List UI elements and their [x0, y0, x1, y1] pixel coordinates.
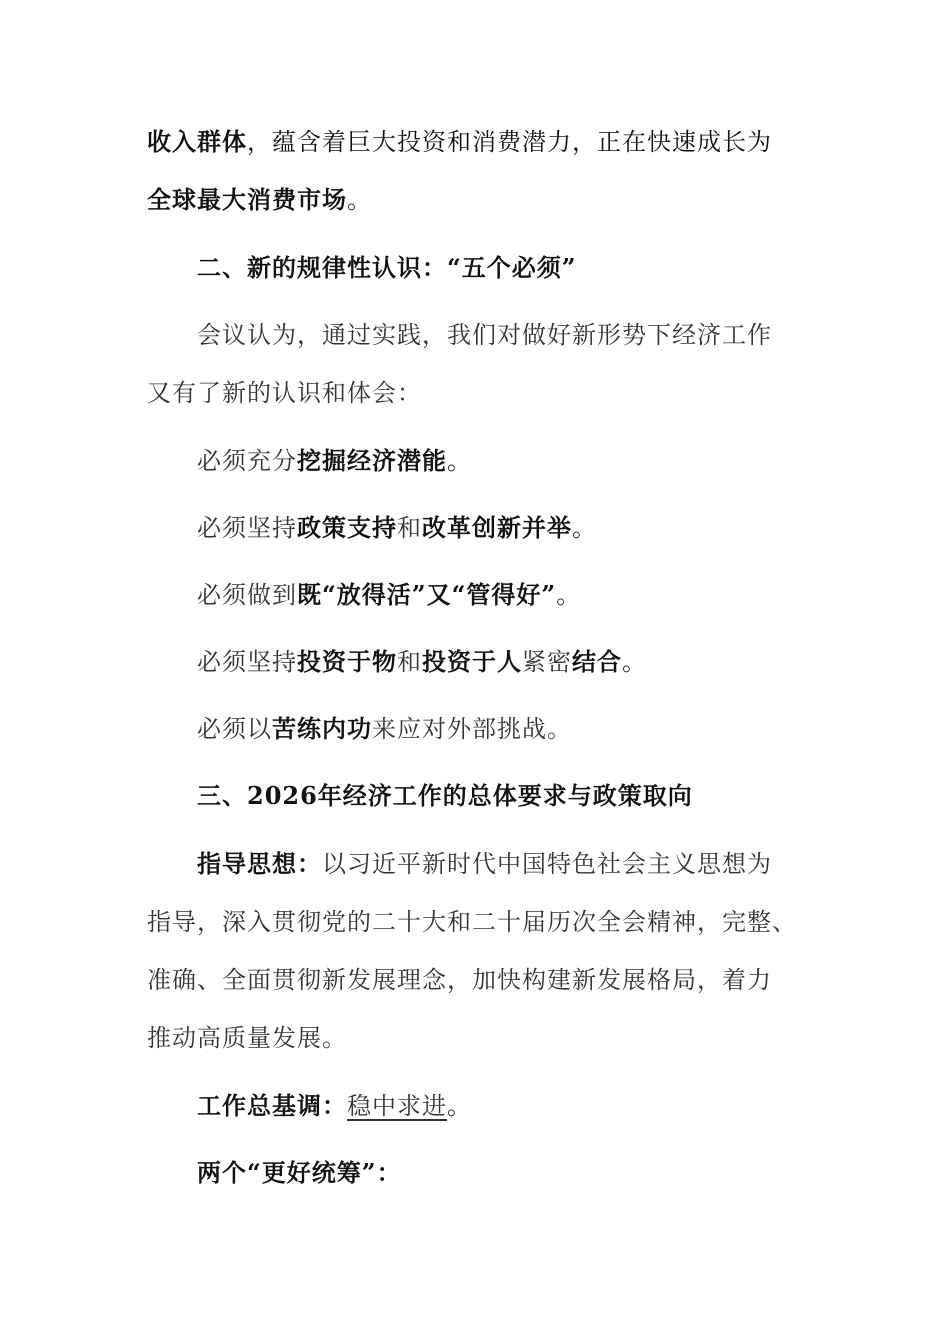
bold-phrase: 挖掘经济潜能 [297, 446, 447, 475]
bold-phrase: 改革创新并举 [422, 513, 572, 542]
bold-phrase: 苦练内功 [272, 714, 372, 743]
text-run: 和 [397, 514, 422, 542]
paragraph-continuation-line-2 [147, 184, 372, 216]
section-2-intro-line-2: 又有了新的认识和体会： [147, 379, 422, 407]
guiding-thought-line-4: 推动高质量发展。 [147, 1024, 347, 1052]
guiding-thought-line-3: 准确、全面贯彻新发展理念，加快构建新发展格局，着力 [147, 966, 772, 994]
keynote-line [197, 1090, 472, 1122]
paragraph-continuation-line-1 [147, 126, 772, 158]
keynote-label: 工作总基调： [197, 1091, 347, 1120]
text-run: 必须做到 [197, 581, 297, 609]
bold-phrase: 收入群体 [147, 127, 247, 156]
must-item-2 [197, 512, 597, 544]
must-item-1 [197, 445, 472, 477]
bold-phrase: 全球最大消费市场 [147, 185, 347, 214]
guiding-thought-line-2: 指导，深入贯彻党的二十大和二十届历次全会精神，完整、 [147, 908, 797, 936]
section-2-heading: 二、新的规律性认识：“五个必须” [197, 253, 577, 282]
text-run: 。 [447, 1092, 472, 1120]
bold-phrase: 结合 [572, 647, 622, 676]
text-run: 来应对外部挑战。 [372, 715, 572, 743]
text-run: 必须以 [197, 715, 272, 743]
must-item-3 [197, 579, 581, 611]
must-item-4 [197, 646, 647, 678]
text-run: 必须坚持 [197, 648, 297, 676]
text-run: ，蕴含着巨大投资和消费潜力，正在快速成长为 [247, 128, 772, 156]
text-run: 。 [447, 447, 472, 475]
section-2-intro-line-1: 会议认为，通过实践，我们对做好新形势下经济工作 [197, 321, 772, 349]
guiding-thought-line-1 [197, 848, 772, 880]
bold-phrase: 投资于人 [422, 647, 522, 676]
text-run: 必须充分 [197, 447, 297, 475]
text-run: 和 [397, 648, 422, 676]
two-better-heading: 两个“更好统筹”： [197, 1158, 402, 1187]
text-run: 必须坚持 [197, 514, 297, 542]
section-3-heading: 三、2026年经济工作的总体要求与政策取向 [197, 781, 693, 810]
text-run: 紧密 [522, 648, 572, 676]
bold-phrase: 既“放得活”又“管得好” [297, 580, 557, 609]
text-run: 。 [347, 186, 372, 214]
guiding-thought-label: 指导思想： [197, 849, 322, 878]
must-item-5 [197, 713, 572, 745]
bold-phrase: 投资于物 [297, 647, 397, 676]
text-run: 。 [556, 581, 582, 609]
bold-phrase: 政策支持 [297, 513, 397, 542]
text-run: 以习近平新时代中国特色社会主义思想为 [322, 850, 772, 878]
text-run: 。 [622, 648, 647, 676]
text-run: 。 [572, 514, 597, 542]
keynote-value: 稳中求进 [347, 1092, 447, 1120]
